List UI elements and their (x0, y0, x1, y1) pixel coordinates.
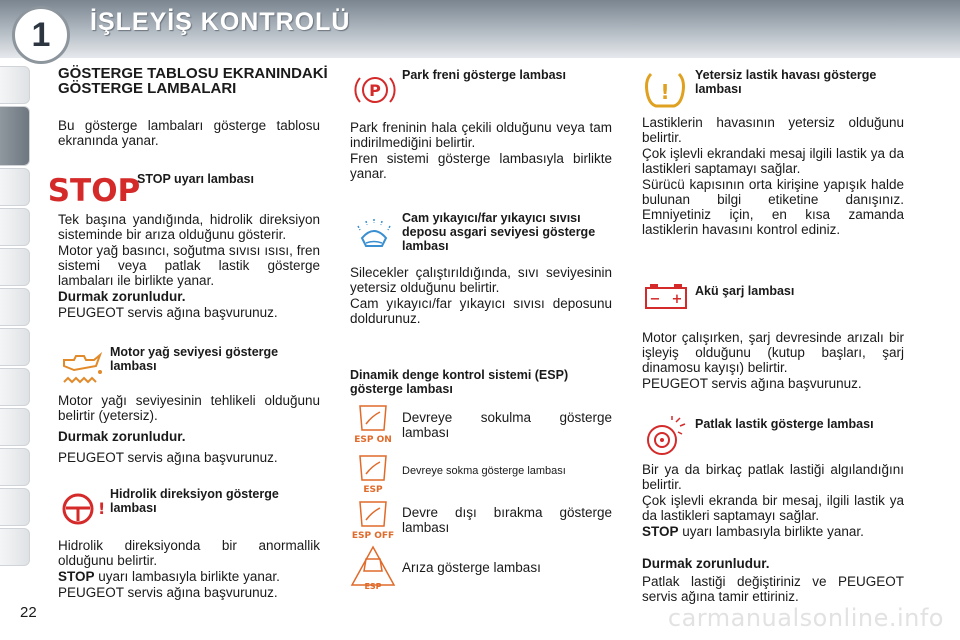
puncture-lamp-title: Patlak lastik gösterge lambası (695, 417, 874, 431)
esp-off-text: Devre dışı bırakma gösterge lambası (402, 505, 612, 535)
steering-wheel-warning-icon (58, 488, 106, 528)
steering-lamp-description (58, 538, 320, 601)
battery-p2: PEUGEOT servis ağına başvurunuz. (642, 376, 862, 391)
parking-lamp-title: Park freni gösterge lambası (402, 68, 566, 82)
stop-p3: PEUGEOT servis ağına başvurunuz. (58, 305, 278, 320)
tyre-p3: Sürücü kapısının orta kirişine yapışık halde bulunan bilgi etiketine danışınız. Emniyetiniz için, en kısa zamanda lastiklerin havasını kontrol ediniz. (642, 177, 904, 237)
chapter-tab[interactable] (0, 288, 30, 326)
tyre-p1: Lastiklerin havasının yetersiz olduğunu belirtir. (642, 115, 904, 145)
battery-p1: Motor çalışırken, şarj devresinde arızalı bir işleyiş olduğunu (kutup başları, şarj dinamosu kayışı) belirtir. (642, 330, 904, 375)
esp-fault-icon (350, 545, 396, 591)
section-title: GÖSTERGE TABLOSU EKRANINDAKİ GÖSTERGE LAMBALARI (58, 65, 328, 97)
chapter-tabs (0, 66, 30, 568)
battery-plus: + (671, 292, 683, 307)
chapter-tab[interactable] (0, 528, 30, 566)
esp-on-label: ESP ON (354, 435, 392, 445)
chapter-number: 1 (12, 6, 70, 64)
washer-lamp-description (350, 265, 612, 327)
oil-p1: Motor yağı seviyesinin tehlikeli olduğunu belirtir (yetersiz). (58, 393, 320, 423)
watermark: carmanualsonline.info (667, 604, 944, 632)
washer-fluid-icon (352, 216, 396, 252)
washer-p1: Silecekler çalıştırıldığında, sıvı seviyesinin yetersiz olduğunu belirtir. (350, 265, 612, 295)
esp-active-text: Devreye sokma gösterge lambası (402, 465, 566, 477)
battery-minus: − (649, 292, 661, 307)
tyre-pressure-icon (642, 70, 688, 110)
steering-p2-bold: STOP (58, 569, 95, 584)
parking-p2: Fren sistemi gösterge lambasıyla birlikte yanar. (350, 151, 612, 181)
esp-active-icon (350, 450, 396, 496)
esp-off-icon (350, 496, 396, 542)
battery-lamp-description (642, 330, 904, 392)
stop-p2-bold: Durmak zorunludur. (58, 289, 186, 304)
tyre-p2: Çok işlevli ekrandaki mesaj ilgili lastik ya da lastikleri saptamayı sağlar. (642, 146, 904, 176)
puncture-p1: Bir ya da birkaç patlak lastiği algılandığını belirtir. (642, 462, 904, 492)
puncture-p2: Çok işlevli ekranda bir mesaj, ilgili lastik ya da lastikleri saptamayı sağlar. (642, 493, 904, 523)
svg-text:!: ! (98, 499, 106, 518)
steering-lamp-title: Hidrolik direksiyon gösterge lambası (110, 487, 279, 515)
header-band (0, 0, 960, 58)
parking-brake-icon (355, 70, 395, 110)
oil-lamp-title: Motor yağ seviyesi gösterge lambası (110, 345, 279, 373)
chapter-tab[interactable] (0, 248, 30, 286)
page-number: 22 (20, 604, 37, 621)
washer-p2: Cam yıkayıcı/far yıkayıcı sıvısı deposunu doldurunuz. (350, 296, 612, 326)
puncture-stop-required: Durmak zorunludur. (642, 556, 770, 571)
esp-active-label: ESP (363, 485, 383, 495)
esp-on-text: Devreye sokulma gösterge lambası (402, 410, 612, 440)
stop-warning-icon (47, 172, 141, 209)
washer-lamp-title: Cam yıkayıcı/far yıkayıcı sıvısı deposu asgari seviyesi gösterge lambası (402, 211, 596, 253)
oil-can-icon (60, 346, 104, 386)
oil-lamp-description (58, 393, 320, 466)
puncture-p3-text: uyarı lambasıyla birlikte yanar. (678, 524, 864, 539)
oil-p3: PEUGEOT servis ağına başvurunuz. (58, 450, 278, 465)
parking-icon-text: P (369, 81, 381, 100)
battery-lamp-title: Akü şarj lambası (695, 284, 795, 298)
puncture-p3-bold: STOP (642, 524, 679, 539)
chapter-tab[interactable] (0, 168, 30, 206)
esp-fault-text: Arıza gösterge lambası (402, 560, 541, 575)
esp-fault-label: ESP (364, 582, 382, 591)
chapter-tab[interactable] (0, 408, 30, 446)
tyre-pressure-title: Yetersiz lastik havası gösterge lambası (695, 68, 877, 96)
tyre-pressure-description (642, 115, 904, 238)
stop-lamp-description (58, 212, 320, 321)
stop-icon-text: STOP (47, 173, 141, 209)
puncture-lamp-description (642, 462, 904, 540)
puncture-tyre-icon (642, 416, 688, 458)
chapter-tab[interactable] (0, 488, 30, 526)
battery-icon (644, 282, 688, 310)
chapter-tab[interactable] (0, 208, 30, 246)
oil-p2-bold: Durmak zorunludur. (58, 429, 186, 444)
stop-p2: Motor yağ basıncı, soğutma sıvısı ısısı, fren sistemi veya patlak lastik gösterge lambaları ile birlikte yanar. (58, 243, 320, 288)
stop-p1: Tek başına yandığında, hidrolik direksiyon sisteminde bir arıza olduğunu gösterir. (58, 212, 320, 242)
steering-p1: Hidrolik direksiyonda bir anormallik olduğunu belirtir. (58, 538, 320, 568)
esp-off-label: ESP OFF (351, 531, 395, 541)
steering-p3: PEUGEOT servis ağına başvurunuz. (58, 585, 278, 600)
steering-p2-text: uyarı lambasıyla birlikte yanar. (94, 569, 280, 584)
stop-lamp-title: STOP uyarı lambası (137, 172, 254, 186)
puncture-p5: Patlak lastiği değiştiriniz ve PEUGEOT servis ağına tamir ettiriniz. (642, 574, 904, 604)
section-intro: Bu gösterge lambaları gösterge tablosu ekranında yanar. (58, 118, 320, 148)
chapter-tab[interactable] (0, 448, 30, 486)
esp-on-icon (350, 400, 396, 446)
esp-section-title: Dinamik denge kontrol sistemi (ESP) gösterge lambası (350, 368, 569, 396)
chapter-tab-active[interactable] (0, 106, 30, 166)
steering-p2 (58, 569, 320, 584)
tyre-icon-text: ! (660, 80, 670, 104)
page-title: İŞLEYİŞ KONTROLÜ (90, 8, 351, 36)
chapter-tab[interactable] (0, 368, 30, 406)
chapter-tab[interactable] (0, 66, 30, 104)
puncture-p3 (642, 524, 904, 539)
parking-lamp-description (350, 120, 612, 182)
parking-p1: Park freninin hala çekili olduğunu veya tam indirilmediğini belirtir. (350, 120, 612, 150)
chapter-tab[interactable] (0, 328, 30, 366)
